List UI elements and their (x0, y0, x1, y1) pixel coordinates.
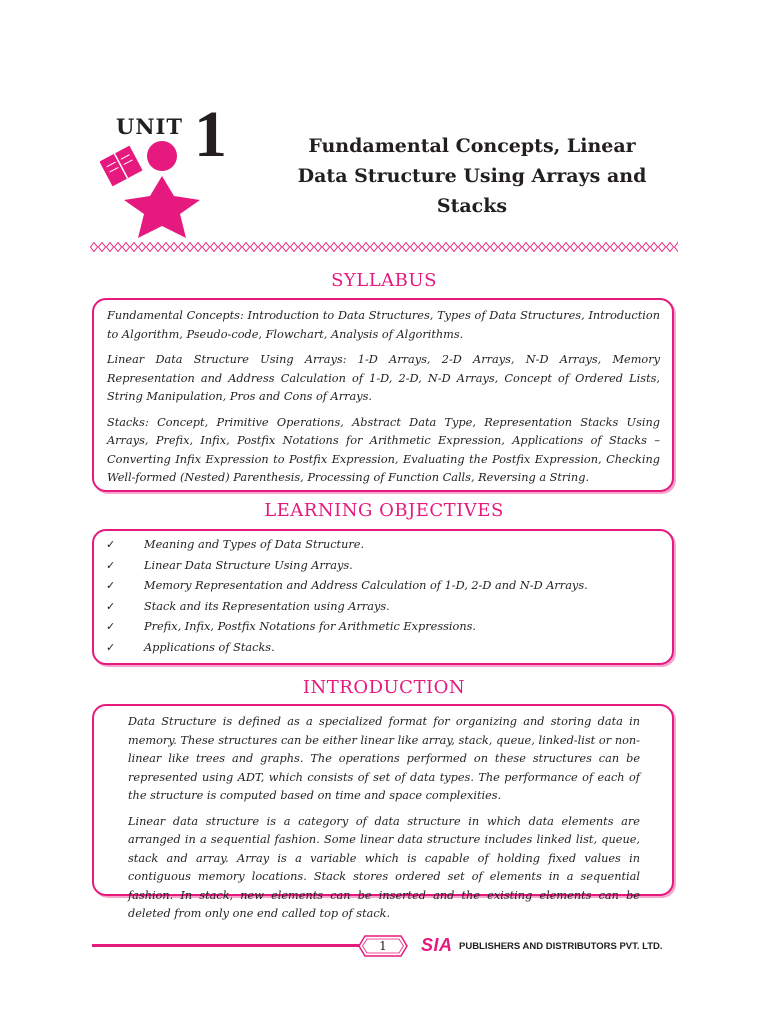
objective-text: Linear Data Structure Using Arrays. (144, 558, 353, 572)
objective-text: Memory Representation and Address Calculation of 1-D, 2-D and N-D Arrays. (144, 579, 588, 592)
introduction-paragraph: Linear data structure is a category of data structure in which data elements are arranged in a sequential fashion. Some linear data structure includes linked list, queue, stack and array. Array is a variable which is capable of holding fixed values in contiguous memory locations. Stack stores ordered set of elements in a sequential fashion. In stack, new elements can be inserted and the existing elements can be deleted from only one end called top of stack. (128, 814, 640, 920)
syllabus-heading: SYLLABUS (331, 270, 437, 291)
publisher-logo: SIA (421, 935, 453, 955)
list-item (94, 597, 672, 618)
check-icon: ✓ (106, 620, 116, 633)
list-item (94, 556, 672, 577)
chapter-title-line: Fundamental Concepts, Linear (308, 135, 636, 157)
syllabus-paragraph: Stacks: Concept, Primitive Operations, Abstract Data Type, Representation Stacks Using Arrays, Prefix, Infix, Postfix Notations for Arithmetic Expression, Applications of Stacks – Converting Infix Expression to Postfix Expression, Evaluating the Postfix Expression, Checking Well-formed (Nested) Parenthesis, Processing of Function Calls, Reversing a String. (107, 415, 660, 484)
syllabus-box (92, 298, 674, 492)
list-item (94, 638, 672, 659)
chapter-title (272, 131, 672, 221)
publisher-name: PUBLISHERS AND DISTRIBUTORS PVT. LTD. (459, 941, 663, 952)
list-item (94, 617, 672, 638)
list-item (94, 535, 672, 556)
check-icon: ✓ (106, 640, 116, 654)
chapter-title-line: Data Structure Using Arrays and (297, 165, 647, 187)
learning-objectives-heading: LEARNING OBJECTIVES (264, 500, 504, 521)
check-icon: ✓ (106, 599, 116, 613)
reading-figure-icon (100, 130, 230, 240)
introduction-heading: INTRODUCTION (302, 677, 466, 698)
objective-text: Stack and its Representation using Arrays. (144, 599, 390, 613)
learning-objectives-list (94, 535, 672, 658)
objective-text: Prefix, Infix, Postfix Notations for Arithmetic Expressions. (144, 620, 476, 633)
unit-number: 1 (194, 98, 227, 171)
check-icon: ✓ (106, 579, 116, 592)
syllabus-paragraph: Linear Data Structure Using Arrays: 1-D Arrays, 2-D Arrays, N-D Arrays, Memory Representation and Address Calculation of 1-D, 2-D, N-D Arrays, Concept of Ordered Lists, String Manipulation, Pros and Cons of Arrays. (107, 353, 660, 403)
check-icon: ✓ (106, 558, 116, 572)
syllabus-paragraph: Fundamental Concepts: Introduction to Data Structures, Types of Data Structures, Introduction to Algorithm, Pseudo-code, Flowchart, Analysis of Algorithms. (107, 309, 660, 341)
learning-objectives-box (92, 529, 674, 665)
unit-label: UNIT (116, 114, 183, 139)
list-item (94, 576, 672, 597)
objective-text: Meaning and Types of Data Structure. (144, 538, 365, 551)
footer-rule (92, 944, 360, 947)
decorative-divider (90, 241, 678, 253)
objective-text: Applications of Stacks. (144, 640, 275, 654)
unit-badge (100, 98, 230, 238)
page-number: 1 (379, 939, 387, 953)
introduction-box (92, 704, 674, 920)
chapter-title-line: Stacks (436, 195, 508, 217)
check-icon: ✓ (106, 538, 116, 551)
introduction-paragraph: Data Structure is defined as a specialized format for organizing and storing data in memory. These structures can be either linear like array, stack, queue, linked-list or non-linear like trees and graphs. The operations performed on these structures can be represented using ADT, which consists of set of data types. The performance of each of the structure is computed based on time and space complexities. (128, 715, 640, 802)
